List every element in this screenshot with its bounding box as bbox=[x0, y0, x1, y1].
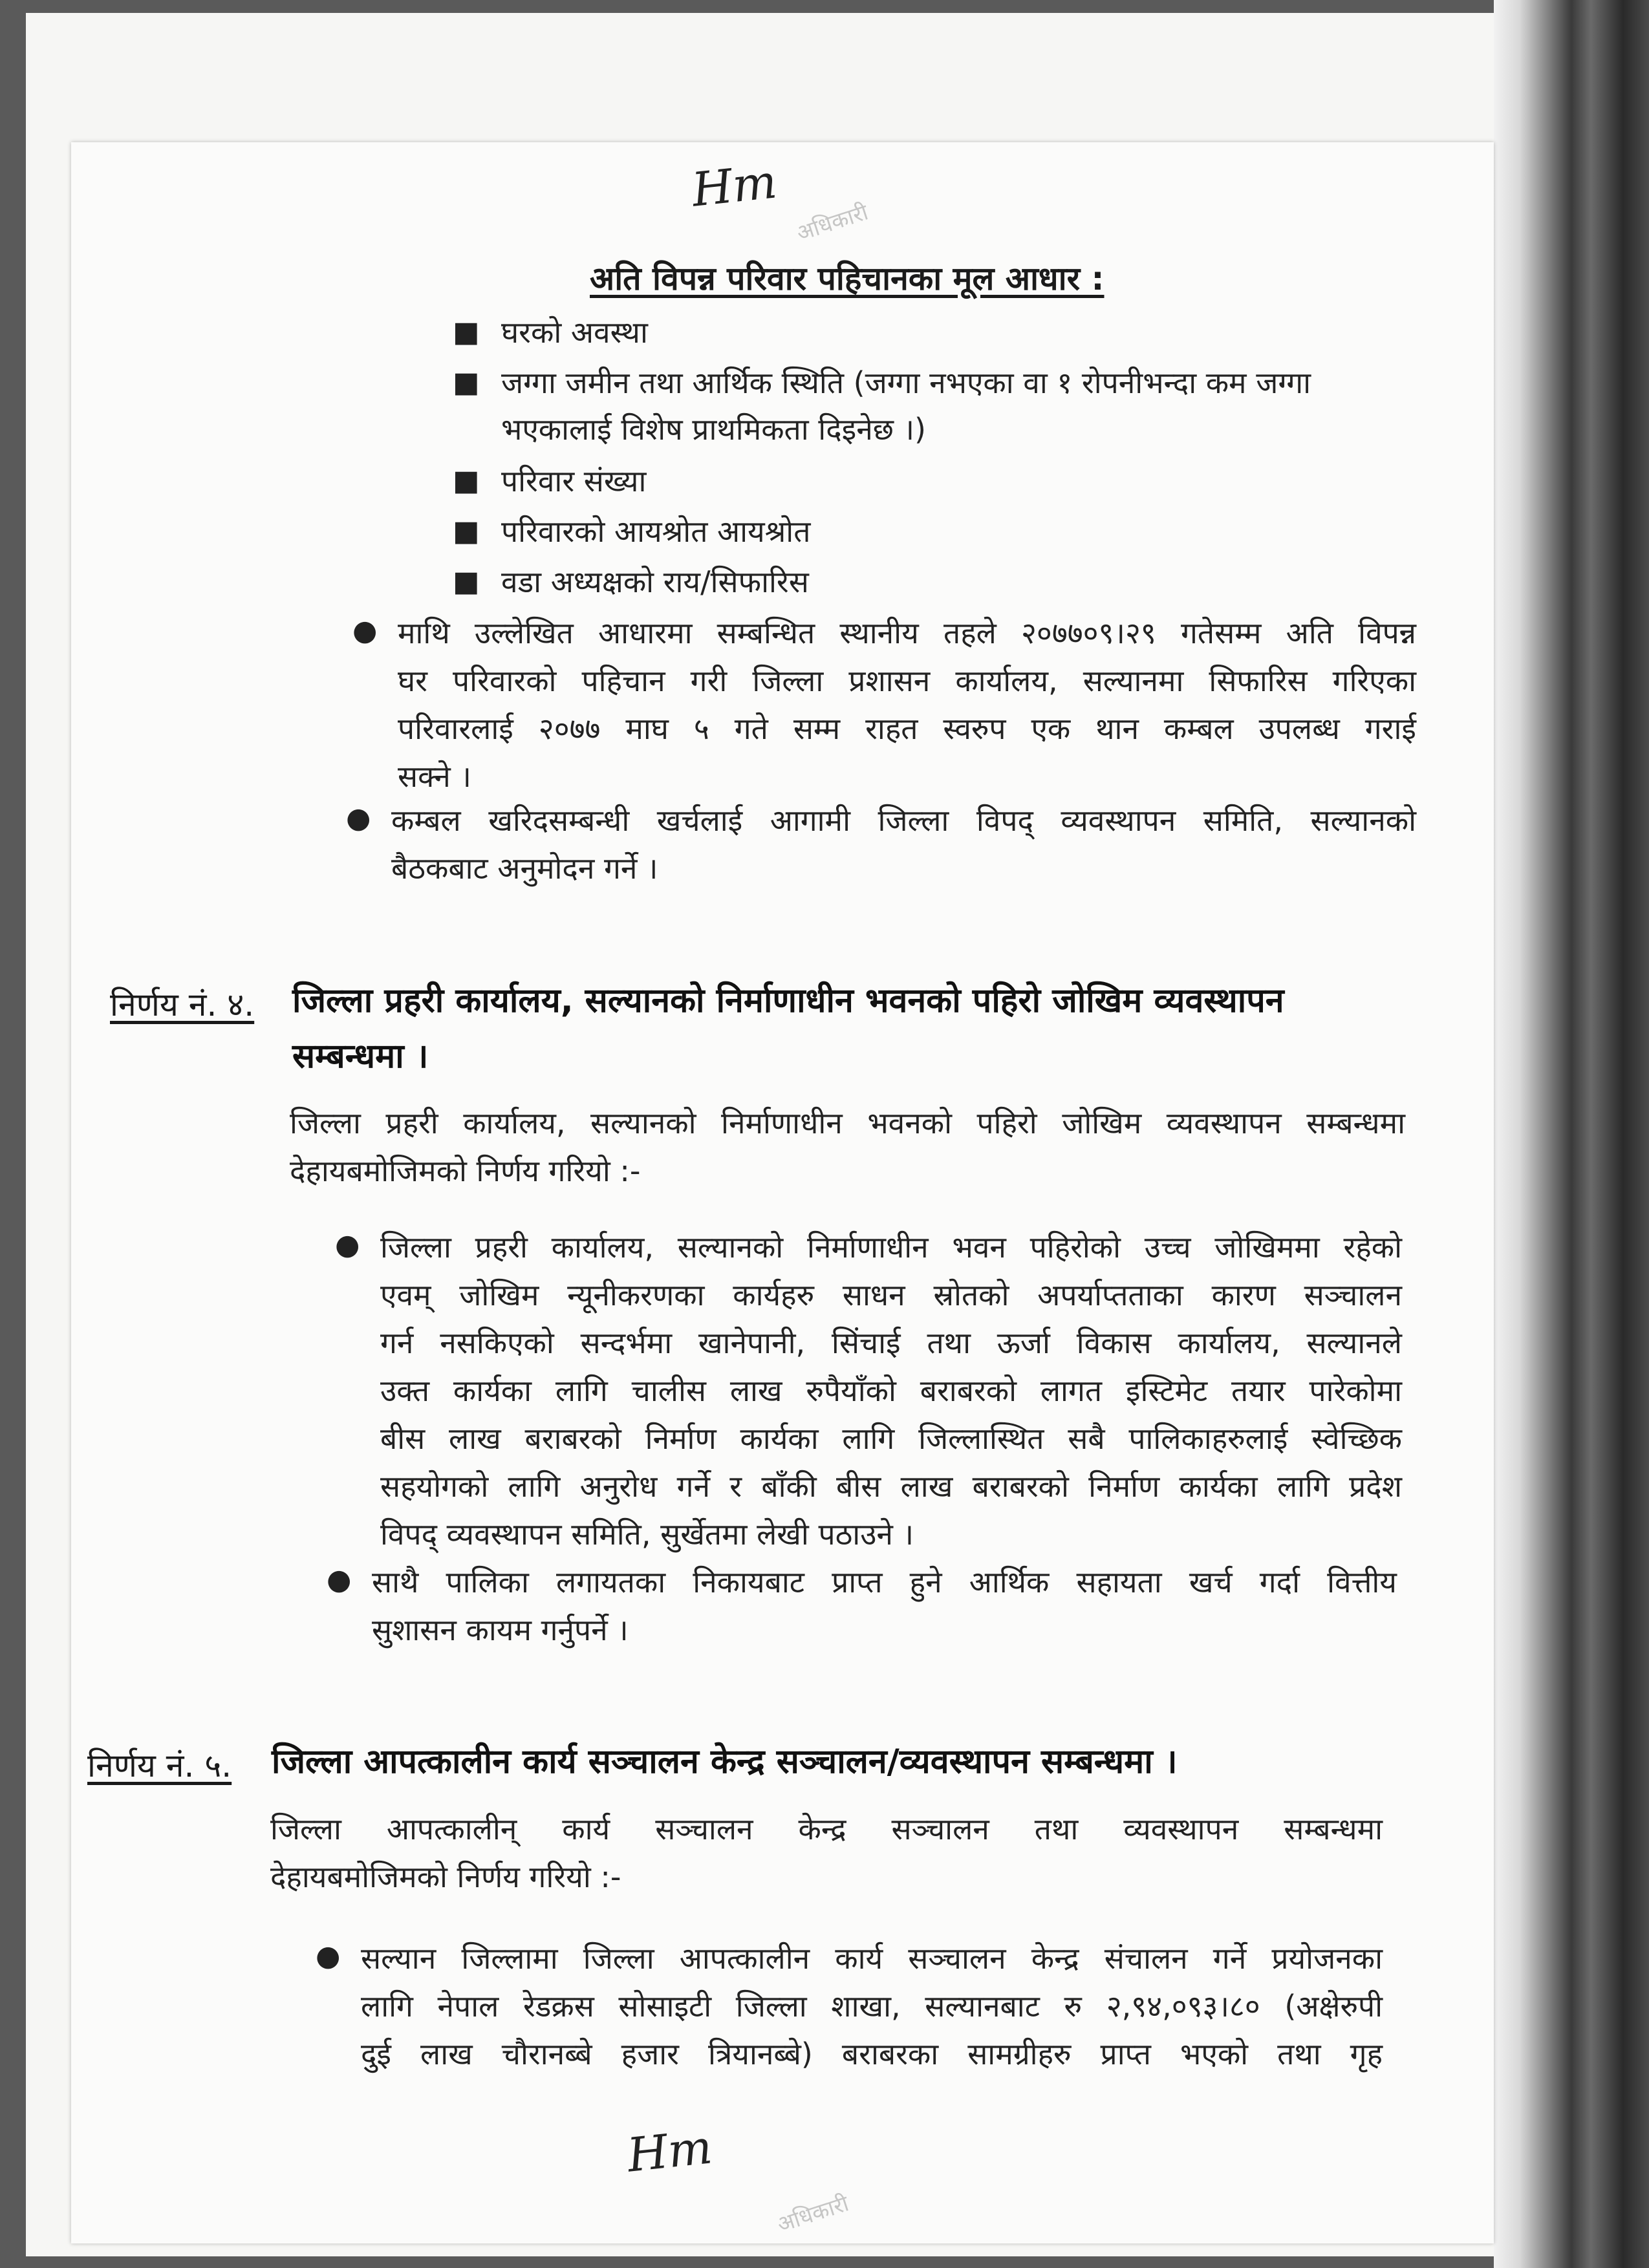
bullet-dot-icon: ● bbox=[316, 1940, 341, 1973]
decision-5-label: निर्णय नं. ५. bbox=[87, 1747, 232, 1784]
decision-4-point: जिल्ला प्रहरी कार्यालय, सल्यानको निर्माणाधीन भवन पहिरोको उच्च जोखिममा रहेको एवम् जोखिम न्यूनीकरणका कार्यहरु साधन स्रोतको अपर्याप्तताका कारण सञ्चालन गर्न नसकिएको सन्दर्भमा खानेपानी, सिंचाई तथा ऊर्जा विकास कार्यालय, सल्यानले उक्त कार्यका लागि चालीस लाख रुपैयाँको बराबरको लागत इस्टिमेट तयार पारेकोमा बीस लाख बराबरको निर्माण कार्यका लागि जिल्लास्थित सबै पालिकाहरुलाई स्वेच्छिक सहयोगको लागि अनुरोध गर्ने र बाँकी बीस लाख बराबरको निर्माण कार्यका लागि प्रदेश विपद् व्यवस्थापन समिति, सुर्खेतमा लेखी पठाउने । bbox=[380, 1230, 1402, 1552]
criteria-item: वडा अध्यक्षको राय/सिफारिस bbox=[501, 564, 809, 599]
bullet-square-icon: ■ bbox=[453, 316, 480, 348]
stamp-bottom: अधिकारी bbox=[774, 2190, 852, 2238]
stamp-top: अधिकारी bbox=[793, 199, 872, 247]
bullet-square-icon: ■ bbox=[453, 565, 480, 598]
decision-4-intro: जिल्ला प्रहरी कार्यालय, सल्यानको निर्माणाधीन भवनको पहिरो जोखिम व्यवस्थापन सम्बन्धमा देहायबमोजिमको निर्णय गरियो :- bbox=[290, 1106, 1405, 1188]
bullet-dot-icon: ● bbox=[352, 614, 378, 647]
decision-4-label: निर्णय नं. ४. bbox=[110, 986, 255, 1023]
criteria-heading: अति विपन्न परिवार पहिचानका मूल आधार : bbox=[590, 260, 1105, 297]
decision-4-title: जिल्ला प्रहरी कार्यालय, सल्यानको निर्माणाधीन भवनको पहिरो जोखिम व्यवस्थापन सम्बन्धमा । bbox=[292, 981, 1284, 1076]
point-paragraph: माथि उल्लेखित आधारमा सम्बन्धित स्थानीय तहले २०७७०९।२९ गतेसम्म अति विपन्न घर परिवारको पहिचान गरी जिल्ला प्रशासन कार्यालय, सल्यानमा सिफारिस गरिएका परिवारलाई २०७७ माघ ५ गते सम्म राहत स्वरुप एक थान कम्बल उपलब्ध गराई सक्ने । bbox=[398, 615, 1416, 794]
binder-edge bbox=[1494, 0, 1649, 2268]
bullet-square-icon: ■ bbox=[453, 366, 480, 399]
bullet-dot-icon: ● bbox=[327, 1563, 352, 1596]
point-paragraph: कम्बल खरिदसम्बन्धी खर्चलाई आगामी जिल्ला विपद् व्यवस्थापन समिति, सल्यानको बैठकबाट अनुमोदन गर्ने । bbox=[391, 803, 1416, 886]
criteria-item: परिवारको आयश्रोत आयश्रोत bbox=[501, 514, 811, 549]
bullet-square-icon: ■ bbox=[453, 515, 480, 548]
criteria-item-continuation: भएकालाई विशेष प्राथमिकता दिइनेछ ।) bbox=[501, 412, 927, 447]
criteria-item: जग्गा जमीन तथा आर्थिक स्थिति (जग्गा नभएका वा १ रोपनीभन्दा कम जग्गा bbox=[501, 365, 1311, 400]
decision-5-intro: जिल्ला आपत्कालीन् कार्य सञ्चालन केन्द्र सञ्चालन तथा व्यवस्थापन सम्बन्धमा देहायबमोजिमको निर्णय गरियो :- bbox=[270, 1812, 1383, 1894]
signature-top: Hm bbox=[689, 154, 780, 217]
criteria-item: परिवार संख्या bbox=[501, 464, 647, 498]
criteria-item: घरको अवस्था bbox=[501, 315, 648, 350]
decision-5-point: सल्यान जिल्लामा जिल्ला आपत्कालीन कार्य सञ्चालन केन्द्र संचालन गर्ने प्रयोजनका लागि नेपाल रेडक्रस सोसाइटी जिल्ला शाखा, सल्यानबाट रु २,९४,०९३।८० (अक्षेरुपी दुई लाख चौरानब्बे हजार त्रियानब्बे) बराबरका सामग्रीहरु प्राप्त भएको तथा गृह bbox=[361, 1941, 1383, 2071]
bullet-dot-icon: ● bbox=[346, 802, 371, 835]
bullet-square-icon: ■ bbox=[453, 464, 480, 497]
signature-bottom: Hm bbox=[624, 2119, 715, 2183]
bullet-dot-icon: ● bbox=[335, 1228, 360, 1261]
decision-5-title: जिल्ला आपत्कालीन कार्य सञ्चालन केन्द्र सञ्चालन/व्यवस्थापन सम्बन्धमा । bbox=[272, 1742, 1178, 1781]
decision-4-point: साथै पालिका लगायतका निकायबाट प्राप्त हुने आर्थिक सहायता खर्च गर्दा वित्तीय सुशासन कायम गर्नुपर्ने । bbox=[372, 1565, 1397, 1647]
